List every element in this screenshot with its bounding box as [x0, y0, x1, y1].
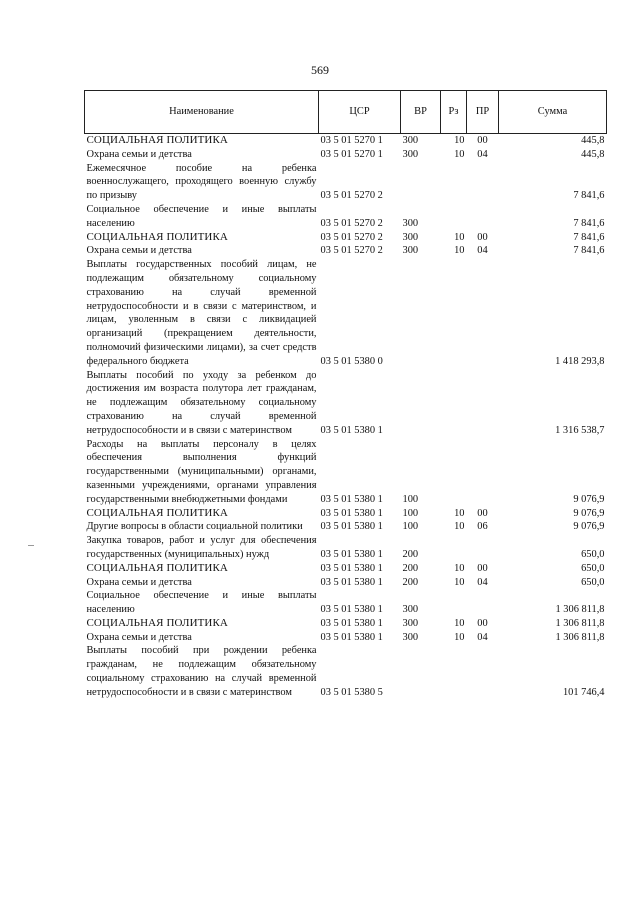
table-row: [85, 244, 607, 258]
row-csr: 03 5 01 5380 1: [320, 576, 383, 588]
row-sum: 445,8: [581, 135, 605, 146]
row-rz: [441, 438, 467, 507]
row-vr: 300: [402, 617, 419, 629]
row-sum: 101 746,4: [562, 686, 605, 698]
row-vr: [401, 258, 441, 368]
row-csr: 03 5 01 5270 1: [320, 135, 383, 146]
row-vr: 200: [402, 576, 419, 588]
row-vr: 300: [402, 148, 419, 160]
row-name: Социальное обеспечение и иные выплаты населению: [86, 203, 317, 229]
row-rz: 10: [454, 135, 465, 146]
row-pr: [467, 589, 499, 617]
row-rz: 10: [454, 231, 465, 243]
row-name: Выплаты государственных пособий лицам, не подлежащим обязательному социальному страхованию на случай временной нетрудоспособности и в связи с материнством, и лицам, уволенным в связи с ликвидацией организаций (прекращением деятельности, полномочий физическими лицами), за счет средств федерального бюджета: [86, 259, 317, 367]
row-name: Выплаты пособий при рождении ребенка гражданам, не подлежащим обязательному социальному страхованию на случай временной нетрудоспособности и в связи с материнством: [86, 645, 317, 698]
table-row: [85, 562, 607, 576]
row-sum: 1 306 811,8: [555, 631, 605, 643]
row-csr: 03 5 01 5270 2: [320, 217, 383, 229]
row-rz: [441, 162, 467, 203]
row-sum: 7 841,6: [573, 245, 605, 257]
row-rz: 10: [454, 521, 465, 533]
row-name: Ежемесячное пособие на ребенка военнослужащего, проходящего военную службу по призыву: [86, 162, 317, 202]
row-csr: 03 5 01 5270 1: [320, 148, 383, 160]
table-body: [85, 134, 607, 700]
row-pr: 00: [477, 231, 488, 243]
row-pr: 04: [477, 576, 488, 588]
row-pr: [467, 534, 499, 562]
table-row: [85, 231, 607, 245]
row-sum: 1 418 293,8: [555, 355, 605, 367]
row-sum: 7 841,6: [573, 190, 605, 202]
row-sum: 445,8: [581, 148, 605, 160]
table-row: [85, 162, 607, 203]
row-vr: 200: [402, 562, 419, 574]
row-name: Социальное обеспечение и иные выплаты населению: [86, 590, 317, 616]
row-vr: [401, 369, 441, 438]
row-pr: [467, 438, 499, 507]
row-sum: 650,0: [581, 548, 605, 560]
row-vr: 300: [402, 245, 419, 257]
header-pr: ПР: [467, 91, 499, 134]
table-row: [85, 258, 607, 368]
row-csr: 03 5 01 5270 2: [320, 190, 383, 202]
row-sum: 650,0: [581, 562, 605, 574]
page-number: 569: [311, 63, 329, 77]
table-header-row: [85, 91, 607, 134]
table-row: [85, 617, 607, 631]
row-csr: 03 5 01 5380 5: [320, 686, 383, 698]
row-pr: 04: [477, 245, 488, 257]
row-rz: 10: [454, 562, 465, 574]
row-vr: 300: [402, 604, 419, 616]
row-rz: 10: [454, 507, 465, 519]
row-pr: 00: [477, 507, 488, 519]
row-rz: 10: [454, 631, 465, 643]
row-pr: 06: [477, 521, 488, 533]
row-rz: 10: [454, 245, 465, 257]
margin-mark: [28, 545, 34, 546]
table-row: [85, 631, 607, 645]
row-pr: 04: [477, 631, 488, 643]
row-rz: [441, 203, 467, 231]
row-pr: [467, 258, 499, 368]
row-name: Расходы на выплаты персоналу в целях обеспечения выполнения функций государственными (муниципальными) органами, казенными учреждениями, органами управления государственными внебюджетными фондами: [86, 438, 317, 505]
table-row: [85, 507, 607, 521]
row-csr: 03 5 01 5380 1: [320, 424, 383, 436]
row-rz: 10: [454, 576, 465, 588]
row-sum: 1 316 538,7: [555, 424, 605, 436]
row-vr: 300: [402, 217, 419, 229]
row-sum: 7 841,6: [573, 217, 605, 229]
header-vr: ВР: [401, 91, 441, 134]
row-rz: [441, 589, 467, 617]
table-row: [85, 369, 607, 438]
row-vr: [401, 162, 441, 203]
row-name: Охрана семьи и детства: [86, 576, 192, 588]
row-csr: 03 5 01 5380 1: [320, 562, 383, 574]
row-vr: [401, 644, 441, 699]
row-pr: [467, 369, 499, 438]
row-name: Другие вопросы в области социальной политики: [86, 521, 303, 533]
row-vr: 300: [402, 135, 419, 146]
row-vr: 100: [402, 493, 419, 505]
row-name: Охрана семьи и детства: [86, 148, 192, 160]
row-name: СОЦИАЛЬНАЯ ПОЛИТИКА: [86, 230, 228, 243]
row-sum: 650,0: [581, 576, 605, 588]
header-sum: Сумма: [499, 91, 607, 134]
row-name: СОЦИАЛЬНАЯ ПОЛИТИКА: [86, 134, 228, 146]
table-row: [85, 589, 607, 617]
row-csr: 03 5 01 5380 1: [320, 617, 383, 629]
row-vr: 100: [402, 521, 419, 533]
table-row: [85, 438, 607, 507]
row-vr: 200: [402, 548, 419, 560]
budget-table: [84, 90, 607, 700]
header-name: Наименование: [85, 91, 319, 134]
row-rz: 10: [454, 148, 465, 160]
table-row: [85, 534, 607, 562]
row-csr: 03 5 01 5380 1: [320, 507, 383, 519]
row-csr: 03 5 01 5380 1: [320, 631, 383, 643]
row-pr: 04: [477, 148, 488, 160]
row-pr: [467, 162, 499, 203]
row-name: СОЦИАЛЬНАЯ ПОЛИТИКА: [86, 506, 228, 519]
row-sum: 9 076,9: [573, 493, 605, 505]
row-sum: 9 076,9: [573, 521, 605, 533]
row-name: Выплаты пособий по уходу за ребенком до достижения им возраста полутора лет гражданам, не подлежащим обязательному социальному страхованию на случай временной нетрудоспособности и в связи с материнством: [86, 369, 317, 436]
table-row: [85, 644, 607, 699]
row-sum: 9 076,9: [573, 507, 605, 519]
table-row: [85, 134, 607, 148]
row-vr: 100: [402, 507, 419, 519]
row-pr: 00: [477, 562, 488, 574]
row-rz: [441, 534, 467, 562]
row-pr: 00: [477, 617, 488, 629]
row-name: Закупка товаров, работ и услуг для обеспечения государственных (муниципальных) нужд: [86, 535, 317, 560]
row-csr: 03 5 01 5380 1: [320, 493, 383, 505]
row-vr: 300: [402, 631, 419, 643]
row-name: СОЦИАЛЬНАЯ ПОЛИТИКА: [86, 561, 228, 574]
row-pr: [467, 203, 499, 231]
row-csr: 03 5 01 5380 1: [320, 604, 383, 616]
table-row: [85, 203, 607, 231]
row-sum: 1 306 811,8: [555, 617, 605, 629]
row-rz: [441, 644, 467, 699]
row-csr: 03 5 01 5270 2: [320, 231, 383, 243]
header-csr: ЦСР: [319, 91, 401, 134]
row-csr: 03 5 01 5270 2: [320, 245, 383, 257]
row-csr: 03 5 01 5380 1: [320, 521, 383, 533]
row-vr: 300: [402, 231, 419, 243]
table-row: [85, 520, 607, 534]
row-name: Охрана семьи и детства: [86, 245, 192, 257]
row-rz: 10: [454, 617, 465, 629]
row-csr: 03 5 01 5380 0: [320, 355, 383, 367]
row-rz: [441, 369, 467, 438]
row-pr: [467, 644, 499, 699]
table-row: [85, 148, 607, 162]
row-pr: 00: [477, 135, 488, 146]
row-name: Охрана семьи и детства: [86, 631, 192, 643]
table-row: [85, 576, 607, 590]
row-sum: 1 306 811,8: [555, 604, 605, 616]
header-rz: Рз: [441, 91, 467, 134]
row-csr: 03 5 01 5380 1: [320, 548, 383, 560]
row-name: СОЦИАЛЬНАЯ ПОЛИТИКА: [86, 616, 228, 629]
row-rz: [441, 258, 467, 368]
row-sum: 7 841,6: [573, 231, 605, 243]
